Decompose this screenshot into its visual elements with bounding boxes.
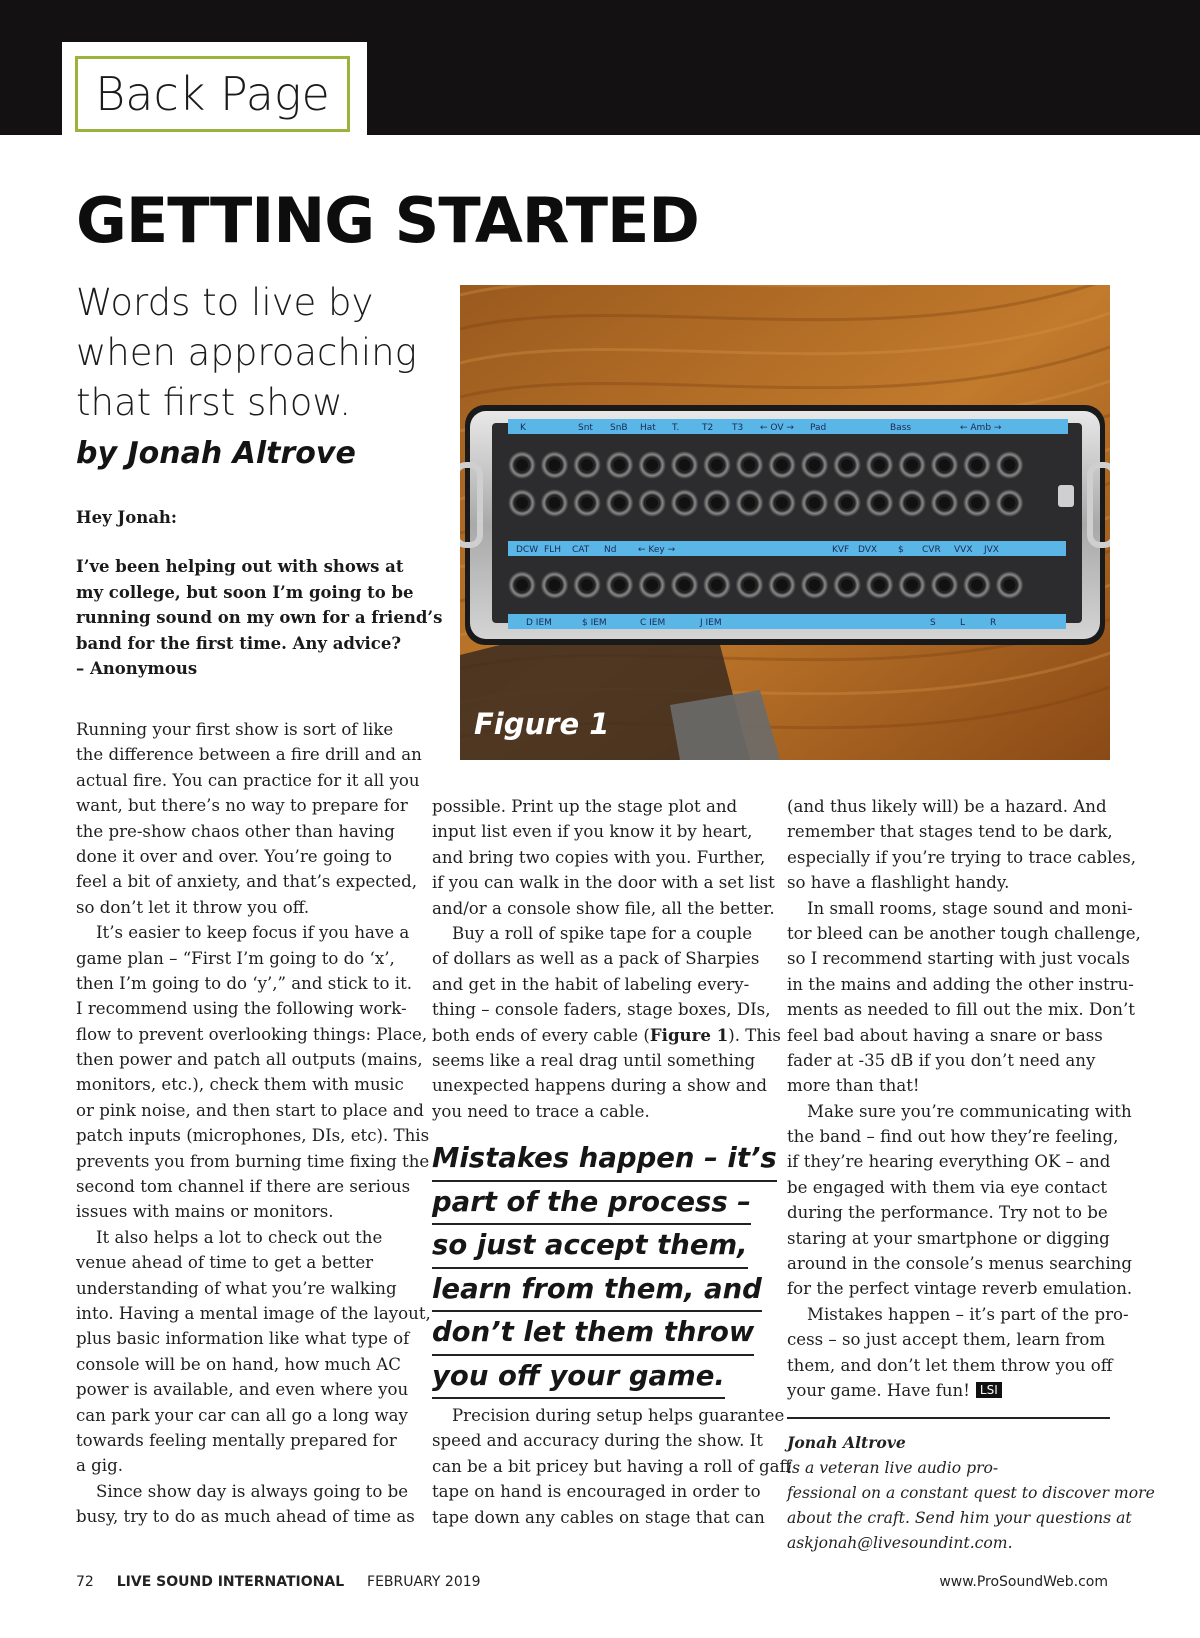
column-3 xyxy=(787,794,1141,1403)
figure-reference: Figure 1 xyxy=(649,1024,729,1045)
xlr-jack-center xyxy=(679,459,691,471)
section-label: Back Page xyxy=(95,67,330,121)
body-line xyxy=(76,768,431,793)
xlr-jack-center xyxy=(744,497,756,509)
body-text: around in the console’s menus searching xyxy=(787,1254,1132,1274)
tape-label: C IEM xyxy=(640,618,666,628)
body-text: speed and accuracy during the show. It xyxy=(432,1431,763,1451)
xlr-jack-center xyxy=(874,497,886,509)
issue-date: FEBRUARY 2019 xyxy=(367,1574,481,1590)
body-text: Buy a roll of spike tape for a couple xyxy=(452,923,753,943)
body-text: tape down any cables on stage that can xyxy=(432,1507,765,1527)
page-number: 72 xyxy=(76,1574,94,1590)
tape-label: FLH xyxy=(544,545,561,555)
body-text: flow to prevent overlooking things: Place, xyxy=(76,1024,428,1044)
body-line xyxy=(76,1479,431,1504)
column-2-top xyxy=(432,794,781,1124)
body-text: more than that! xyxy=(787,1076,920,1096)
body-line xyxy=(76,819,431,844)
body-text: then power and patch all outputs (mains, xyxy=(76,1050,423,1070)
xlr-jack-center xyxy=(549,459,561,471)
body-text: (and thus likely will) be a hazard. And xyxy=(787,797,1107,816)
bio-line: fessional on a constant quest to discover more xyxy=(787,1484,1155,1502)
figure-caption: Figure 1 xyxy=(474,707,610,741)
body-text: can be a bit pricey but having a roll of gaff xyxy=(432,1456,792,1476)
body-line xyxy=(76,1377,431,1402)
xlr-jack-center xyxy=(809,497,821,509)
xlr-jack-center xyxy=(906,579,918,591)
body-line xyxy=(76,1225,431,1250)
pull-quote xyxy=(432,1138,777,1399)
body-text: in the mains and adding the other instru- xyxy=(787,974,1134,994)
tape-label: CVR xyxy=(922,545,941,555)
xlr-jack-center xyxy=(614,579,626,591)
body-text: of dollars as well as a pack of Sharpies xyxy=(432,949,760,969)
body-text: It also helps a lot to check out the xyxy=(96,1227,383,1247)
pull-quote-line: Mistakes happen – it’s xyxy=(432,1138,777,1182)
body-text: seems like a real drag until something xyxy=(432,1050,756,1070)
bio-line: askjonah@livesoundint.com. xyxy=(787,1534,1013,1552)
body-line xyxy=(76,844,431,869)
pull-quote-line: don’t let them throw xyxy=(432,1312,754,1356)
body-text: can park your car can all go a long way xyxy=(76,1405,408,1425)
xlr-jack-center xyxy=(776,497,788,509)
body-text: for the perfect vintage reverb emulation. xyxy=(787,1279,1133,1299)
xlr-jack-center xyxy=(581,459,593,471)
body-line xyxy=(432,794,781,819)
body-text: staring at your smartphone or digging xyxy=(787,1228,1110,1248)
section-label-box xyxy=(62,42,367,138)
tape-label: ← OV → xyxy=(760,423,794,433)
body-line xyxy=(787,870,1141,895)
headline: GETTING STARTED xyxy=(76,184,699,257)
xlr-jack-center xyxy=(614,459,626,471)
body-line xyxy=(76,1022,431,1047)
tape-label: CAT xyxy=(572,545,590,555)
bio-rule xyxy=(787,1417,1110,1419)
body-text: be engaged with them via eye contact xyxy=(787,1177,1108,1197)
body-text: unexpected happens during a show and xyxy=(432,1076,767,1096)
body-line xyxy=(76,1504,431,1529)
body-line xyxy=(432,845,781,870)
bio-text: is a veteran live audio pro- xyxy=(787,1459,999,1477)
body-line xyxy=(76,1352,431,1377)
body-text: during the performance. Try not to be xyxy=(787,1203,1108,1223)
body-text: fader at -35 dB if you don’t need any xyxy=(787,1050,1096,1070)
xlr-jack-center xyxy=(711,579,723,591)
body-line xyxy=(76,1326,431,1351)
body-text: and bring two copies with you. Further, xyxy=(432,847,766,867)
tape-label: Snt xyxy=(578,423,593,433)
body-text: them, and don’t let them throw you off xyxy=(787,1355,1113,1375)
xlr-jack-center xyxy=(874,579,886,591)
body-line xyxy=(76,1403,431,1428)
body-text: the difference between a fire drill and an xyxy=(76,745,422,765)
body-text: monitors, etc.), check them with music xyxy=(76,1075,404,1095)
tape-label: L xyxy=(960,618,966,628)
xlr-jack-center xyxy=(711,459,723,471)
body-line xyxy=(787,1327,1141,1352)
question-line: – Anonymous xyxy=(76,659,198,678)
body-line xyxy=(787,1124,1141,1149)
body-line xyxy=(787,1353,1141,1378)
body-text: so have a flashlight handy. xyxy=(787,873,1010,893)
body-line xyxy=(432,1099,781,1124)
body-line xyxy=(432,819,781,844)
body-text: and/or a console show file, all the better. xyxy=(432,898,775,918)
body-text: so I recommend starting with just vocals xyxy=(787,949,1130,969)
body-text: second tom channel if there are serious xyxy=(76,1177,411,1197)
tape-label: R xyxy=(990,618,997,628)
tape-label: J IEM xyxy=(700,618,722,628)
bio-line xyxy=(787,1430,1155,1481)
body-line xyxy=(787,1048,1141,1073)
body-line xyxy=(76,1072,431,1097)
body-text: the pre-show chaos other than having xyxy=(76,821,395,841)
question-line: band for the first time. Any advice? xyxy=(76,633,402,653)
tape-label: Nd xyxy=(604,545,617,555)
question-body xyxy=(76,554,442,682)
body-line xyxy=(432,1023,781,1048)
body-line xyxy=(76,717,431,742)
body-text: I recommend using the following work- xyxy=(76,999,407,1019)
tape-label: D IEM xyxy=(526,618,552,628)
xlr-jack-center xyxy=(971,497,983,509)
xlr-jack-center xyxy=(744,459,756,471)
xlr-jack-center xyxy=(939,579,951,591)
xlr-jack-center xyxy=(549,497,561,509)
body-line xyxy=(76,920,431,945)
xlr-jack-center xyxy=(646,497,658,509)
body-line xyxy=(787,1251,1141,1276)
xlr-jack-center xyxy=(906,497,918,509)
network-port xyxy=(1058,485,1074,507)
xlr-jack-center xyxy=(516,579,528,591)
body-line xyxy=(787,1073,1141,1098)
xlr-jack-center xyxy=(646,459,658,471)
body-line xyxy=(76,1098,431,1123)
question-line: I’ve been helping out with shows at xyxy=(76,557,404,576)
body-text: and get in the habit of labeling every- xyxy=(432,974,750,994)
xlr-jack-center xyxy=(776,459,788,471)
body-line xyxy=(787,1099,1141,1124)
body-text: both ends of every cable ( xyxy=(432,1025,650,1045)
body-line xyxy=(76,1149,431,1174)
body-line xyxy=(76,793,431,818)
body-text: if they’re hearing everything OK – and xyxy=(787,1152,1111,1172)
body-text: if you can walk in the door with a set list xyxy=(432,873,775,893)
body-text: into. Having a mental image of the layout, xyxy=(76,1303,431,1323)
body-text: console will be on hand, how much AC xyxy=(76,1354,401,1374)
body-text: actual fire. You can practice for it all you xyxy=(76,770,420,790)
body-line xyxy=(76,996,431,1021)
pull-quote-line: learn from them, and xyxy=(432,1269,762,1313)
body-text: done it over and over. You’re going to xyxy=(76,846,393,866)
body-text: In small rooms, stage sound and moni- xyxy=(807,898,1133,918)
deck-line: Words to live by xyxy=(76,281,374,324)
xlr-jack-center xyxy=(776,579,788,591)
body-line xyxy=(432,972,781,997)
xlr-jack-center xyxy=(809,459,821,471)
publication-name: LIVE SOUND INTERNATIONAL xyxy=(116,1574,345,1590)
body-line xyxy=(76,869,431,894)
body-line xyxy=(76,1276,431,1301)
stage-box-photo xyxy=(460,285,1110,760)
bio-line: about the craft. Send him your questions at xyxy=(787,1509,1132,1527)
body-text: prevents you from burning time fixing the xyxy=(76,1151,430,1171)
body-line xyxy=(787,1175,1141,1200)
body-line xyxy=(787,1023,1141,1048)
body-text: remember that stages tend to be dark, xyxy=(787,822,1113,842)
body-line xyxy=(432,1479,791,1504)
body-line xyxy=(787,972,1141,997)
question-line: running sound on my own for a friend’s xyxy=(76,608,443,627)
body-line xyxy=(76,1123,431,1148)
tape-label: DCW xyxy=(516,545,539,555)
body-text: busy, try to do as much ahead of time as xyxy=(76,1507,415,1527)
body-text: your game. Have fun! xyxy=(787,1380,970,1400)
body-text: Since show day is always going to be xyxy=(96,1481,409,1501)
body-text: ). This xyxy=(728,1025,781,1045)
body-text: patch inputs (microphones, DIs, etc). This xyxy=(76,1126,430,1146)
end-mark: LSI xyxy=(976,1382,1002,1398)
body-line xyxy=(432,921,781,946)
xlr-jack-center xyxy=(906,459,918,471)
body-line xyxy=(787,1200,1141,1225)
body-line xyxy=(76,1174,431,1199)
tape-label: ← Amb → xyxy=(960,423,1002,433)
body-text: especially if you’re trying to trace cables, xyxy=(787,847,1137,867)
xlr-jack-center xyxy=(939,459,951,471)
body-line xyxy=(787,921,1141,946)
deck-line: when approaching xyxy=(76,331,417,374)
xlr-jack-center xyxy=(841,497,853,509)
tape-label: T3 xyxy=(732,423,744,433)
body-text: Precision during setup helps guarantee xyxy=(452,1406,785,1425)
footer-website: www.ProSoundWeb.com xyxy=(939,1574,1108,1590)
deck-line: that first show. xyxy=(76,381,351,424)
xlr-jack-center xyxy=(516,459,528,471)
xlr-jack-center xyxy=(1004,459,1016,471)
body-text: tor bleed can be another tough challenge, xyxy=(787,923,1141,943)
xlr-jack-center xyxy=(841,579,853,591)
body-text: a gig. xyxy=(76,1456,123,1476)
body-text: want, but there’s no way to prepare for xyxy=(76,796,408,816)
body-text: It’s easier to keep focus if you have a xyxy=(96,923,410,943)
body-line xyxy=(76,1301,431,1326)
body-text: power is available, and even where you xyxy=(76,1380,409,1400)
xlr-jack-center xyxy=(971,579,983,591)
xlr-jack-center xyxy=(646,579,658,591)
tape-label: K xyxy=(520,423,526,433)
pull-quote-line: so just accept them, xyxy=(432,1225,748,1269)
xlr-jack-center xyxy=(1004,497,1016,509)
body-line xyxy=(76,1453,431,1478)
xlr-jack-center xyxy=(1004,579,1016,591)
body-line xyxy=(432,870,781,895)
section-label-frame xyxy=(75,56,350,132)
body-text: cess – so just accept them, learn from xyxy=(787,1330,1106,1350)
body-line xyxy=(787,1226,1141,1251)
tape-label: ← Key → xyxy=(638,545,676,555)
body-line xyxy=(432,997,781,1022)
body-text: issues with mains or monitors. xyxy=(76,1202,334,1222)
body-text: you need to trace a cable. xyxy=(432,1101,650,1121)
body-text: then I’m going to do ‘y’,” and stick to it. xyxy=(76,973,413,993)
body-line xyxy=(432,896,781,921)
xlr-jack-center xyxy=(744,579,756,591)
xlr-jack-center xyxy=(679,497,691,509)
xlr-jack-center xyxy=(581,579,593,591)
figure-photo xyxy=(460,285,1110,760)
tape-label: $ IEM xyxy=(582,618,607,628)
tape-label: Bass xyxy=(890,423,912,433)
body-text: plus basic information like what type of xyxy=(76,1329,410,1349)
body-line xyxy=(432,1048,781,1073)
body-line xyxy=(76,971,431,996)
xlr-jack-center xyxy=(614,497,626,509)
body-text: the band – find out how they’re feeling, xyxy=(787,1127,1119,1147)
body-line xyxy=(787,946,1141,971)
author-bio xyxy=(787,1430,1155,1556)
byline: by Jonah Altrove xyxy=(76,436,356,471)
bio-author-name: Jonah Altrove xyxy=(787,1433,906,1452)
question-line: my college, but soon I’m going to be xyxy=(76,582,414,602)
xlr-jack-center xyxy=(971,459,983,471)
body-line xyxy=(787,1276,1141,1301)
question-greeting: Hey Jonah: xyxy=(76,508,178,527)
body-line xyxy=(432,946,781,971)
body-line xyxy=(787,896,1141,921)
body-text: Mistakes happen – it’s part of the pro- xyxy=(807,1304,1129,1324)
body-text: Make sure you’re communicating with xyxy=(807,1101,1132,1121)
xlr-jack-center xyxy=(679,579,691,591)
body-line xyxy=(787,845,1141,870)
xlr-jack-center xyxy=(841,459,853,471)
body-text: understanding of what you’re walking xyxy=(76,1278,397,1298)
body-line xyxy=(432,1403,791,1428)
body-text: feel bad about having a snare or bass xyxy=(787,1025,1103,1045)
body-line xyxy=(76,946,431,971)
pull-quote-line: you off your game. xyxy=(432,1356,725,1400)
body-line xyxy=(432,1073,781,1098)
xlr-jack-center xyxy=(939,497,951,509)
tape-label: SnB xyxy=(610,423,628,433)
body-text: input list even if you know it by heart, xyxy=(432,822,753,842)
column-1 xyxy=(76,717,431,1530)
body-text: game plan – “First I’m going to do ‘x’, xyxy=(76,948,395,968)
xlr-jack-center xyxy=(516,497,528,509)
tape-middle xyxy=(508,541,1066,556)
body-line xyxy=(787,997,1141,1022)
body-text: thing – console faders, stage boxes, DIs, xyxy=(432,1000,771,1020)
body-text: so don’t let it throw you off. xyxy=(76,897,310,917)
pull-quote-line: part of the process – xyxy=(432,1182,751,1226)
body-line xyxy=(787,1149,1141,1174)
tape-label: S xyxy=(930,618,936,628)
tape-label: DVX xyxy=(858,545,878,555)
body-line xyxy=(432,1454,791,1479)
deck xyxy=(76,278,436,428)
body-line xyxy=(76,1199,431,1224)
body-text: ments as needed to fill out the mix. Don’t xyxy=(787,1000,1135,1020)
xlr-jack-center xyxy=(809,579,821,591)
tape-label: Pad xyxy=(810,423,827,433)
body-text: towards feeling mentally prepared for xyxy=(76,1430,397,1450)
body-text: venue ahead of time to get a better xyxy=(76,1253,374,1273)
body-text: feel a bit of anxiety, and that’s expected, xyxy=(76,872,418,892)
tape-label: VVX xyxy=(954,545,973,555)
xlr-jack-center xyxy=(549,579,561,591)
body-text: Running your first show is sort of like xyxy=(76,720,394,739)
tape-label: $ xyxy=(898,545,904,555)
body-line xyxy=(787,794,1141,819)
body-line xyxy=(76,1047,431,1072)
body-line xyxy=(76,895,431,920)
body-line xyxy=(432,1505,791,1530)
tape-label: Hat xyxy=(640,423,656,433)
body-line xyxy=(787,1378,1141,1403)
body-line xyxy=(76,742,431,767)
footer-left xyxy=(76,1574,481,1590)
xlr-jack-center xyxy=(581,497,593,509)
column-2-bottom xyxy=(432,1403,791,1530)
body-line xyxy=(76,1250,431,1275)
body-line xyxy=(787,819,1141,844)
tape-label: KVF xyxy=(832,545,850,555)
body-text: possible. Print up the stage plot and xyxy=(432,797,738,816)
body-text: tape on hand is encouraged in order to xyxy=(432,1482,761,1502)
body-line xyxy=(76,1428,431,1453)
xlr-jack-center xyxy=(874,459,886,471)
tape-label: JVX xyxy=(984,545,999,555)
tape-label: T2 xyxy=(702,423,714,433)
body-line xyxy=(432,1428,791,1453)
body-line xyxy=(787,1302,1141,1327)
tape-label: T. xyxy=(672,423,680,433)
xlr-jack-center xyxy=(711,497,723,509)
body-text: or pink noise, and then start to place and xyxy=(76,1100,424,1120)
